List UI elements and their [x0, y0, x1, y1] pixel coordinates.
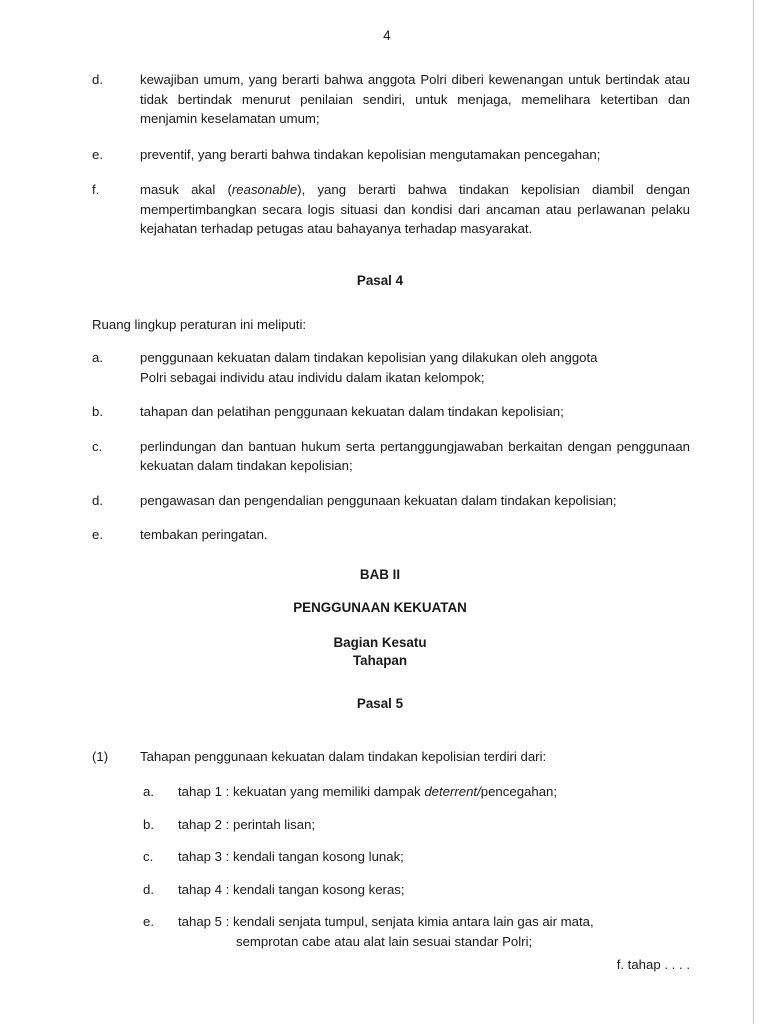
principles-list — [92, 70, 690, 253]
list-marker: e. — [92, 527, 103, 542]
list-marker: c. — [92, 438, 103, 454]
italic-term: deterrent/ — [424, 784, 481, 799]
list-text-line-2: semprotan cabe atau alat lain sesuai standar Polri; — [236, 933, 533, 949]
list-marker: a. — [92, 350, 103, 365]
italic-term: reasonable — [231, 182, 298, 197]
list-marker: f. — [92, 182, 100, 197]
list-text: perlindungan dan bantuan hukum serta pertanggungjawaban berkaitan dengan penggunaan kekuatan dalam tindakan kepolisian; — [140, 438, 690, 473]
list-item-tahap-e — [92, 912, 690, 951]
heading-text: Tahapan — [352, 653, 408, 668]
list-item-tahap-d — [92, 880, 690, 900]
heading-text: Pasal 4 — [356, 273, 404, 288]
list-item-tahap-b — [92, 815, 690, 835]
list-marker: e. — [143, 914, 154, 929]
list-item-principle-f — [92, 180, 690, 239]
heading-text: Bagian Kesatu — [333, 635, 427, 650]
heading-pasal-5 — [92, 694, 690, 713]
heading-bab-2-title — [92, 598, 690, 617]
pasal-5-clause-1 — [92, 747, 690, 767]
text-after-italic: pencegahan; — [480, 784, 558, 799]
list-text: tembakan peringatan. — [140, 527, 268, 542]
list-text: tahap 2 : perintah lisan; — [178, 816, 316, 832]
heading-text: Pasal 5 — [356, 696, 404, 711]
list-text — [178, 912, 690, 951]
list-text: tahap 3 : kendali tangan kosong lunak; — [178, 849, 404, 864]
catchword-footer: f. tahap . . . . — [616, 957, 690, 972]
list-text-line-2: Polri sebagai individu atau individu dalam ikatan kelompok; — [140, 369, 485, 385]
text-after-italic: ), yang berarti bahwa tindakan kepolisian diambil dengan mempertimbangkan secara logis situasi dan kondisi dari ancaman atau perlawanan pelaku kejahatan terhadap petugas atau bahayanya terhadap masyarakat. — [140, 182, 690, 236]
list-marker: b. — [143, 816, 154, 832]
list-text — [178, 782, 690, 802]
list-text-line-1: tahap 5 : kendali senjata tumpul, senjata kimia antara lain gas air mata, — [178, 914, 594, 929]
pasal-4-list — [92, 348, 690, 559]
list-text: pengawasan dan pengendalian penggunaan kekuatan dalam tindakan kepolisian; — [140, 492, 617, 508]
clause-marker: (1) — [92, 749, 109, 764]
heading-bagian-subtitle — [92, 652, 690, 669]
list-item-principle-e — [92, 145, 690, 165]
list-marker: c. — [143, 849, 154, 864]
list-item-tahap-c — [92, 847, 690, 867]
list-text — [140, 348, 690, 387]
list-text — [140, 180, 690, 239]
list-item-scope-d — [92, 491, 690, 511]
list-item-scope-e — [92, 525, 690, 545]
list-text: tahapan dan pelatihan penggunaan kekuatan dalam tindakan kepolisian; — [140, 404, 564, 419]
page-outside-margin — [754, 0, 764, 1024]
list-marker: a. — [143, 784, 154, 799]
page-number-value: 4 — [383, 28, 391, 43]
list-marker: d. — [143, 881, 154, 897]
heading-text: BAB II — [359, 567, 401, 582]
list-item-tahap-a — [92, 782, 690, 802]
heading-bagian-kesatu — [92, 634, 690, 651]
list-marker: b. — [92, 404, 103, 419]
list-text: preventif, yang berarti bahwa tindakan kepolisian mengutamakan pencegahan; — [140, 146, 601, 162]
list-item-principle-d — [92, 70, 690, 129]
heading-bab-2 — [92, 565, 690, 584]
list-item-scope-a — [92, 348, 690, 387]
pasal-5-list — [92, 782, 690, 964]
list-text-line-1: penggunaan kekuatan dalam tindakan kepolisian yang dilakukan oleh anggota — [140, 350, 598, 365]
clause-lead-text: Tahapan penggunaan kekuatan dalam tindakan kepolisian terdiri dari: — [140, 749, 547, 764]
page-number — [92, 28, 690, 43]
list-text: kewajiban umum, yang berarti bahwa anggota Polri diberi kewenangan untuk bertindak atau tidak bertindak menurut penilaian sendiri, untuk menjaga, memelihara ketertiban dan menjamin keselamatan umum; — [140, 72, 690, 126]
list-marker: d. — [92, 72, 103, 87]
list-text: tahap 4 : kendali tangan kosong keras; — [178, 881, 405, 897]
list-item-scope-c — [92, 437, 690, 476]
list-marker: d. — [92, 492, 103, 508]
list-marker: e. — [92, 146, 103, 162]
heading-pasal-4 — [92, 271, 690, 290]
text-before-italic: tahap 1 : kekuatan yang memiliki dampak — [178, 784, 425, 799]
text-before-italic: masuk akal ( — [140, 182, 232, 197]
list-item-scope-b — [92, 402, 690, 422]
heading-text: PENGGUNAAN KEKUATAN — [293, 600, 467, 615]
pasal-4-lead: Ruang lingkup peraturan ini meliputi: — [92, 317, 307, 332]
